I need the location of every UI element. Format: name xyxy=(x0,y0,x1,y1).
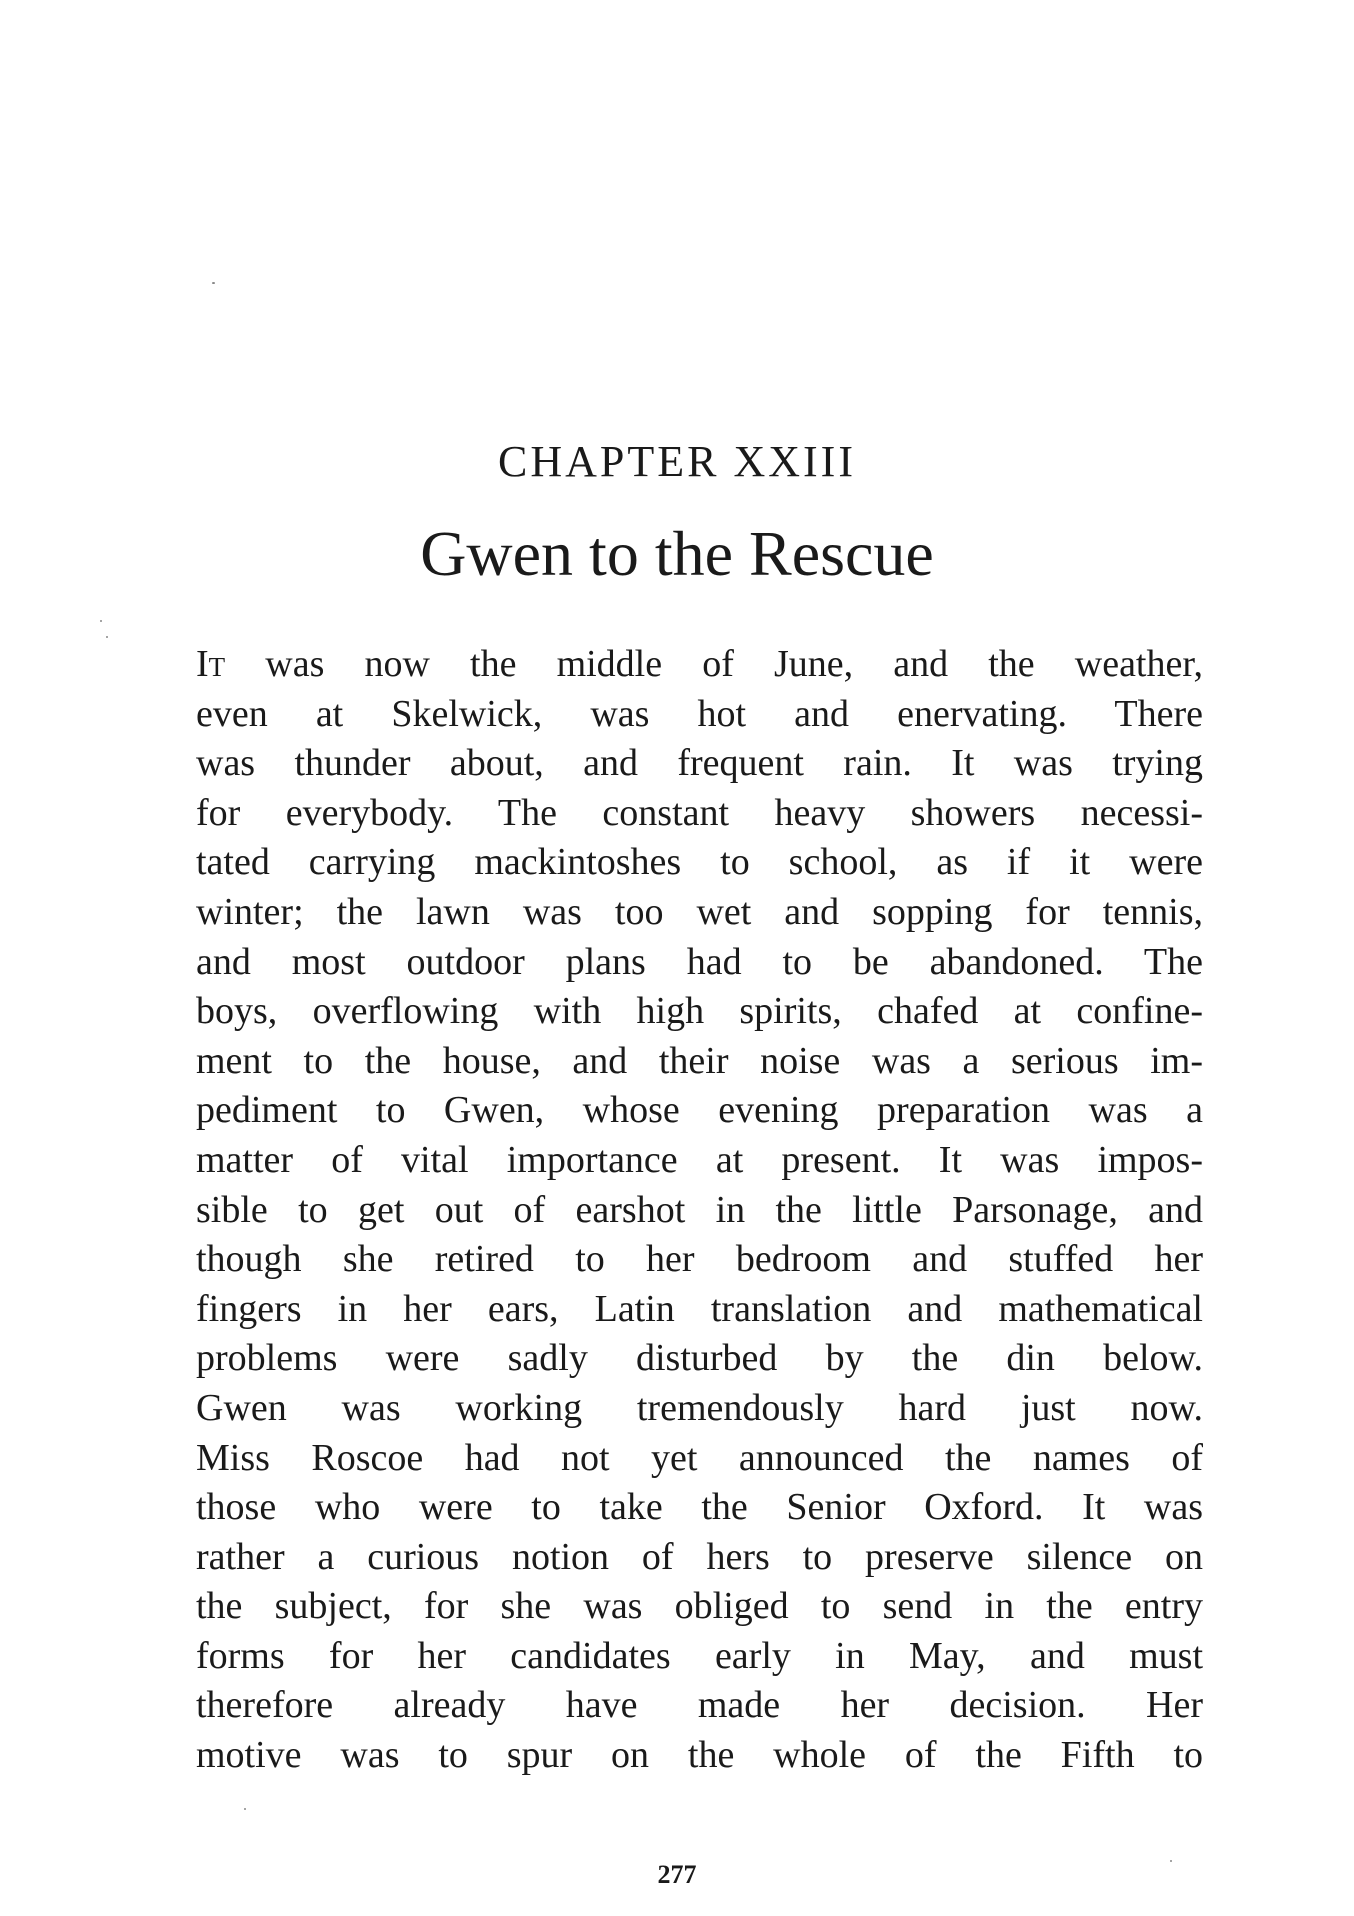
text-line: boys, overflowing with high spirits, chafed at confine- xyxy=(196,990,1203,1033)
text-line: winter; the lawn was too wet and sopping for tennis, xyxy=(196,890,1203,933)
chapter-title: Gwen to the Rescue xyxy=(420,518,934,589)
text-line: the subject, for she was obliged to send in the entry xyxy=(196,1585,1203,1628)
text-line: sible to get out of earshot in the little Parsonage, and xyxy=(196,1188,1203,1231)
text-line: for everybody. The constant heavy showers necessi- xyxy=(196,791,1203,834)
text-line: therefore already have made her decision. Her xyxy=(196,1684,1203,1727)
text-line: forms for her candidates early in May, and must xyxy=(196,1634,1203,1677)
body-text xyxy=(196,640,1203,1781)
text-line: tated carrying mackintoshes to school, as if it were xyxy=(196,841,1203,884)
text-line: those who were to take the Senior Oxford. It was xyxy=(196,1486,1203,1529)
text-line: fingers in her ears, Latin translation and mathematical xyxy=(196,1287,1203,1330)
text-line: was thunder about, and frequent rain. It was trying xyxy=(196,742,1203,785)
text-line: pediment to Gwen, whose evening preparation was a xyxy=(196,1089,1203,1132)
chapter-number: CHAPTER XXIII xyxy=(498,437,856,486)
text-line: problems were sadly disturbed by the din below. xyxy=(196,1337,1203,1380)
scan-speck xyxy=(212,282,215,284)
text-line: matter of vital importance at present. It was impos- xyxy=(196,1138,1203,1181)
scan-speck xyxy=(244,1808,246,1810)
drop-lead-word: It xyxy=(196,643,226,685)
scan-speck xyxy=(100,620,102,622)
text-line: even at Skelwick, was hot and enervating. There xyxy=(196,692,1203,735)
text-line: Gwen was working tremendously hard just now. xyxy=(196,1386,1203,1429)
text-line: It was now the middle of June, and the weather, xyxy=(196,643,1203,685)
text-line: motive was to spur on the whole of the Fifth to xyxy=(196,1734,1203,1777)
text-line: rather a curious notion of hers to preserve silence on xyxy=(196,1535,1203,1578)
scan-speck xyxy=(1170,1860,1172,1862)
text-line: ment to the house, and their noise was a serious im- xyxy=(196,1039,1203,1082)
page-number: 277 xyxy=(657,1860,697,1889)
text-line: though she retired to her bedroom and stuffed her xyxy=(196,1238,1203,1281)
scan-speck xyxy=(106,636,108,638)
text-line: and most outdoor plans had to be abandoned. The xyxy=(196,940,1203,983)
text-line: Miss Roscoe had not yet announced the names of xyxy=(196,1436,1203,1479)
